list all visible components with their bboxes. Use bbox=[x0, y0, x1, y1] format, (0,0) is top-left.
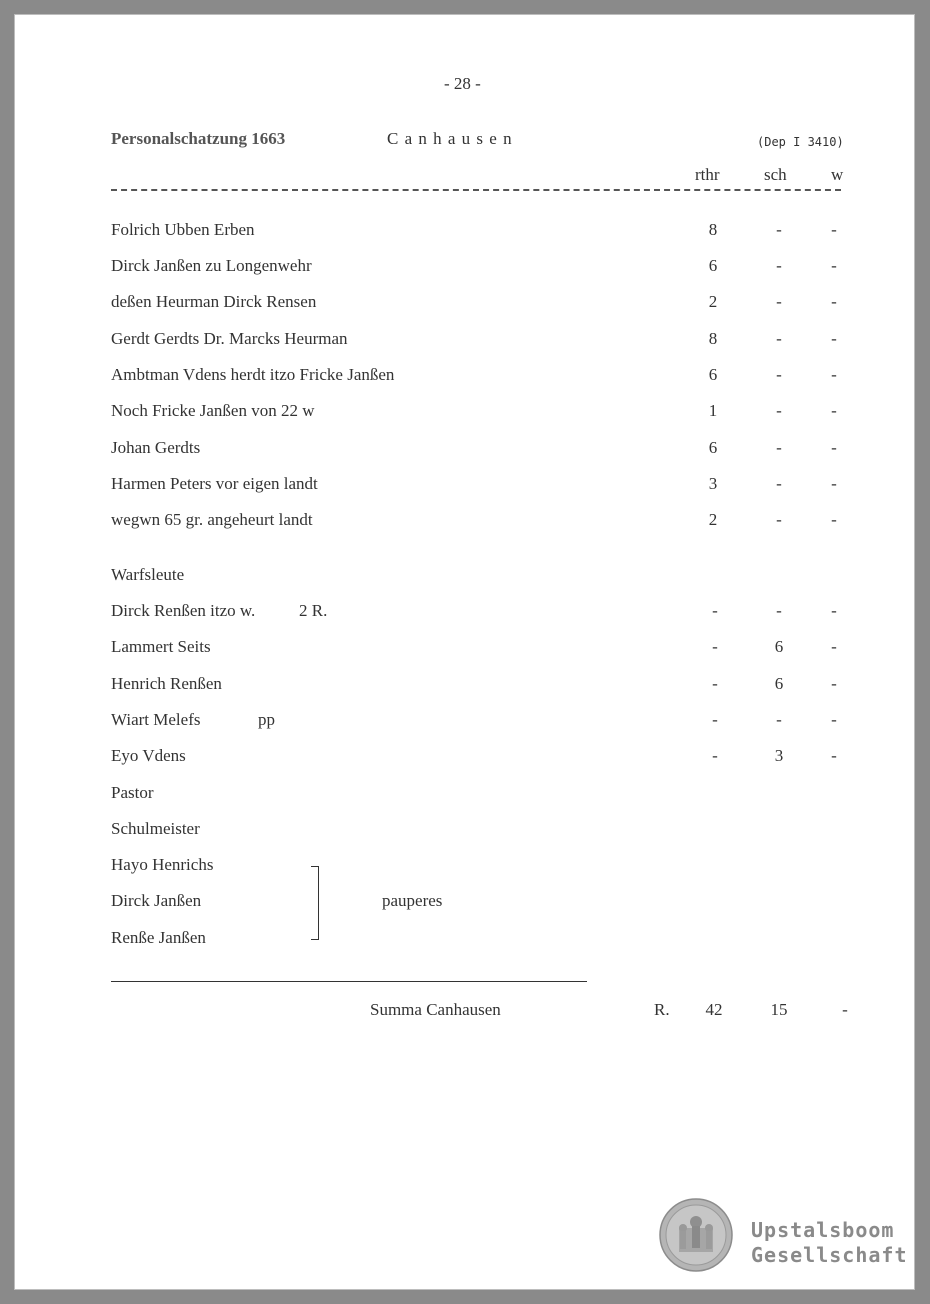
warfsleute-w: - bbox=[831, 637, 837, 656]
entry-rthr: 6 bbox=[708, 256, 718, 275]
entry-rthr: 6 bbox=[708, 438, 718, 457]
seal-logo bbox=[659, 1198, 733, 1272]
entry-rthr: 3 bbox=[708, 474, 718, 493]
warfsleute-rthr: - bbox=[712, 674, 718, 693]
warfsleute-w: - bbox=[831, 601, 837, 620]
entry-name: Ambtman Vdens herdt itzo Fricke Janßen bbox=[111, 365, 395, 384]
pauperes-label: pauperes bbox=[382, 891, 443, 910]
entry-sch: - bbox=[776, 365, 782, 384]
entry-name: Gerdt Gerdts Dr. Marcks Heurman bbox=[111, 329, 348, 348]
entry-rthr: 8 bbox=[708, 329, 718, 348]
column-header-rthr: rthr bbox=[695, 165, 720, 184]
warfsleute-sch: - bbox=[776, 710, 782, 729]
page-number: - 28 - bbox=[444, 74, 481, 93]
entry-w: - bbox=[831, 365, 837, 384]
entry-w: - bbox=[831, 220, 837, 239]
warfsleute-note: 2 R. bbox=[299, 601, 328, 620]
entry-w: - bbox=[831, 474, 837, 493]
summary-rule bbox=[111, 981, 587, 982]
dashed-divider bbox=[111, 189, 841, 191]
entry-rthr: 8 bbox=[708, 220, 718, 239]
place-name: C a n h a u s e n bbox=[387, 129, 513, 148]
entry-name: Dirck Janßen zu Longenwehr bbox=[111, 256, 312, 275]
entry-sch: - bbox=[776, 292, 782, 311]
entry-w: - bbox=[831, 510, 837, 529]
warfsleute-w: - bbox=[831, 710, 837, 729]
warfsleute-name: Eyo Vdens bbox=[111, 746, 186, 765]
entry-w: - bbox=[831, 329, 837, 348]
pauper-name: Dirck Janßen bbox=[111, 891, 202, 910]
archive-reference: (Dep I 3410) bbox=[757, 135, 844, 149]
summary-rthr: 42 bbox=[705, 1000, 723, 1019]
entry-name: Folrich Ubben Erben bbox=[111, 220, 255, 239]
entry-w: - bbox=[831, 401, 837, 420]
warfsleute-sch: - bbox=[776, 601, 782, 620]
warfsleute-name: Lammert Seits bbox=[111, 637, 211, 656]
pauper-name: Hayo Henrichs bbox=[111, 855, 214, 874]
warfsleute-sch: 3 bbox=[774, 746, 784, 765]
warfsleute-note: pp bbox=[258, 710, 275, 729]
entry-rthr: 6 bbox=[708, 365, 718, 384]
entry-name: Johan Gerdts bbox=[111, 438, 201, 457]
brand-line-1: Upstalsboom bbox=[751, 1218, 895, 1242]
warfsleute-rthr: - bbox=[712, 710, 718, 729]
entry-name-schulmeister: Schulmeister bbox=[111, 819, 200, 838]
entry-name: deßen Heurman Dirck Rensen bbox=[111, 292, 317, 311]
entry-rthr: 1 bbox=[708, 401, 718, 420]
entry-sch: - bbox=[776, 256, 782, 275]
entry-sch: - bbox=[776, 329, 782, 348]
document-page bbox=[14, 14, 915, 1290]
document-title: Personalschatzung 1663 bbox=[111, 129, 286, 148]
entry-name: wegwn 65 gr. angeheurt landt bbox=[111, 510, 313, 529]
entry-name: Harmen Peters vor eigen landt bbox=[111, 474, 318, 493]
warfsleute-name: Henrich Renßen bbox=[111, 674, 222, 693]
warfsleute-name: Wiart Melefs bbox=[111, 710, 201, 729]
entry-w: - bbox=[831, 292, 837, 311]
summary-label: Summa Canhausen bbox=[370, 1000, 501, 1019]
warfsleute-rthr: - bbox=[712, 746, 718, 765]
section-heading-warfsleute: Warfsleute bbox=[111, 565, 185, 584]
summary-w: - bbox=[842, 1000, 848, 1019]
entry-name-pastor: Pastor bbox=[111, 783, 154, 802]
warfsleute-rthr: - bbox=[712, 601, 718, 620]
entry-name: Noch Fricke Janßen von 22 w bbox=[111, 401, 315, 420]
entry-w: - bbox=[831, 256, 837, 275]
entry-sch: - bbox=[776, 510, 782, 529]
entry-rthr: 2 bbox=[708, 292, 718, 311]
brand-line-2: Gesellschaft bbox=[751, 1243, 908, 1267]
entry-sch: - bbox=[776, 474, 782, 493]
entry-sch: - bbox=[776, 438, 782, 457]
warfsleute-name: Dirck Renßen itzo w. bbox=[111, 601, 256, 620]
warfsleute-w: - bbox=[831, 746, 837, 765]
entry-sch: - bbox=[776, 220, 782, 239]
warfsleute-sch: 6 bbox=[774, 637, 784, 656]
bracket bbox=[311, 866, 319, 940]
summary-unit: R. bbox=[654, 1000, 670, 1019]
entry-w: - bbox=[831, 438, 837, 457]
entry-rthr: 2 bbox=[708, 510, 718, 529]
pauper-name: Renße Janßen bbox=[111, 928, 206, 947]
warfsleute-w: - bbox=[831, 674, 837, 693]
entry-sch: - bbox=[776, 401, 782, 420]
column-header-w: w bbox=[831, 165, 844, 184]
warfsleute-sch: 6 bbox=[774, 674, 784, 693]
column-header-sch: sch bbox=[764, 165, 787, 184]
summary-sch: 15 bbox=[770, 1000, 788, 1019]
warfsleute-rthr: - bbox=[712, 637, 718, 656]
